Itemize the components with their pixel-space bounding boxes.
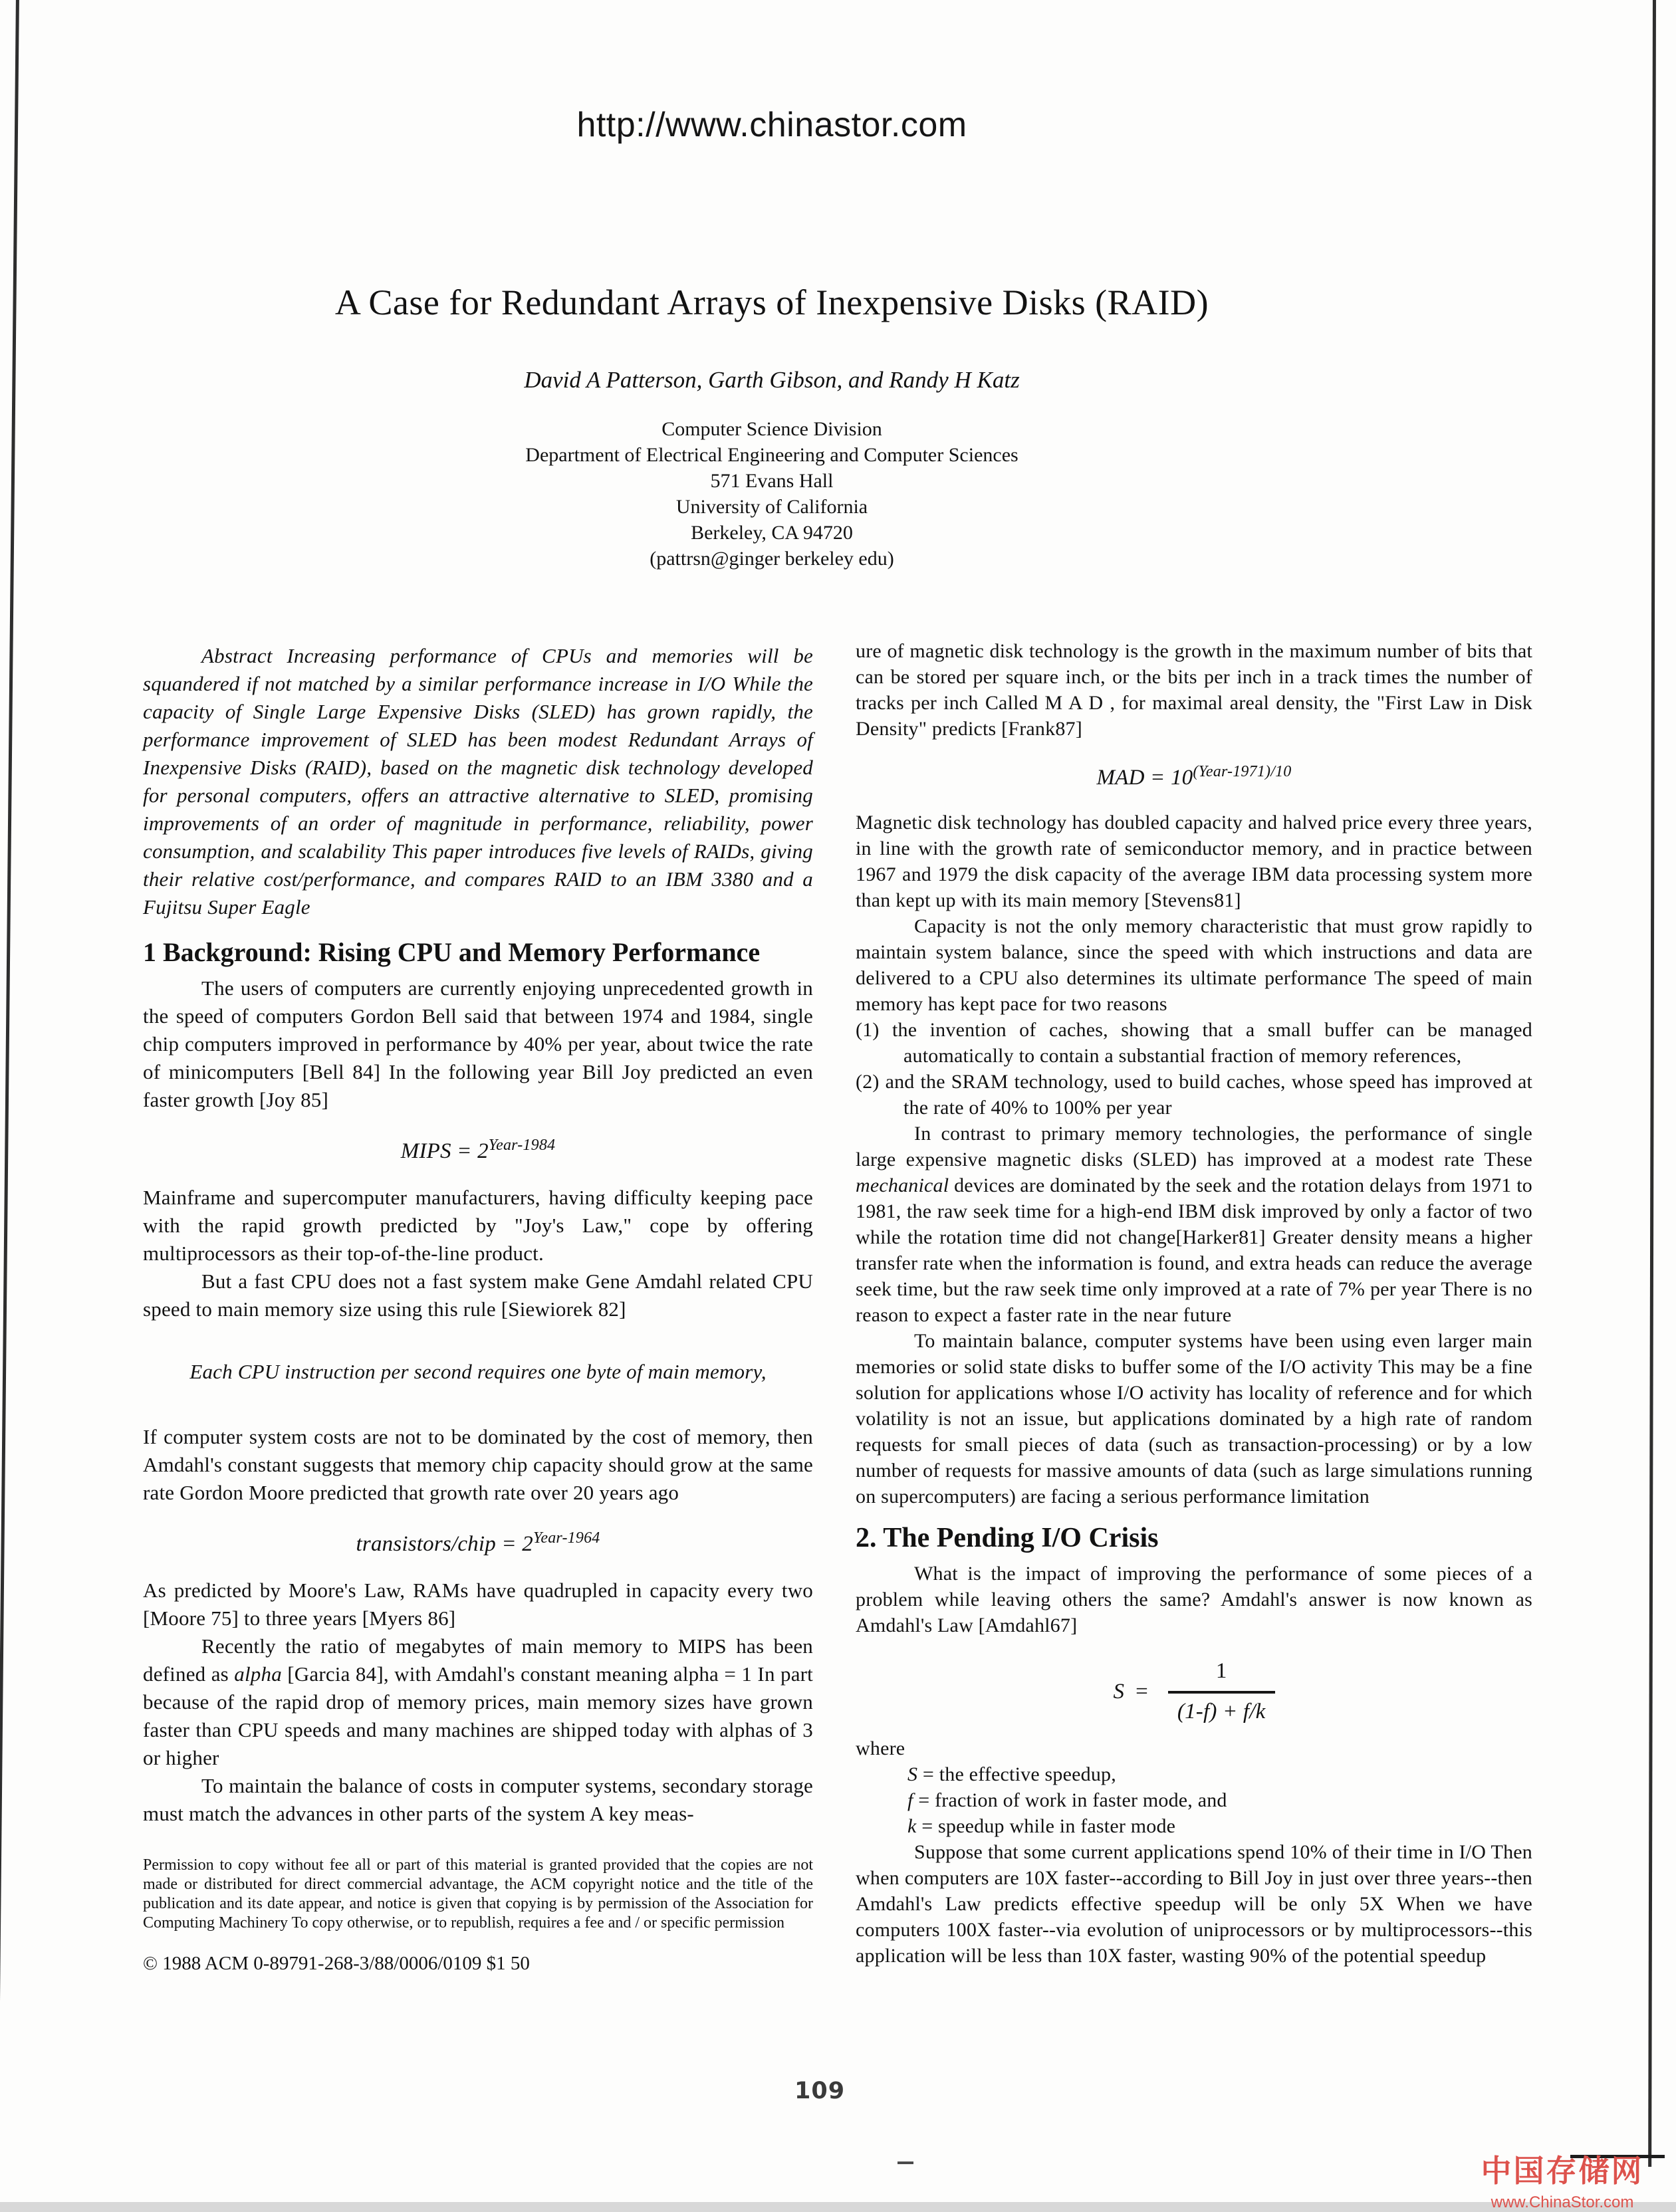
equals-sign: =	[1136, 1679, 1148, 1704]
paragraph: But a fast CPU does not a fast system make Gene Amdahl related CPU speed to main memory size using this rule [Siewiorek 82]	[143, 1270, 813, 1321]
equation-base: MIPS = 2	[400, 1139, 489, 1163]
fraction-denominator: (1-f) + f/k	[1168, 1691, 1275, 1725]
abstract-paragraph: Abstract Increasing performance of CPUs and memories will be squandered if not matched by a similar performance increase in I/O While the capacity of Single Large Expensive Disks (SLED) has grown rapidly, the performance improvement of SLED has been modest Redundant Arrays of Inexpensive Disks (RAID), based on the magnetic disk technology developed for personal computers, offers an attractive alternative to SLED, promising improvements of an order of magnitude in performance, reliability, power consumption, and scalability This paper introduces five levels of RAIDs, giving their relative cost/performance, and compares RAID to an IBM 3380 and a Fujitsu Super Eagle	[143, 644, 813, 919]
paragraph: To maintain balance, computer systems have been using even larger main memories or solid state disks to buffer some of the I/O activity This may be a fine solution for applications whose I/O activity has locality of reference and for which volatility is not an issue, but applications dominated by a high rate of random requests for small pieces of data (such as transaction-processing) or by a low number of requests for massive amounts of data (such as large simulations running on supercomputers) are facing a serious performance limitation	[856, 1330, 1532, 1507]
definition-line	[856, 1787, 1532, 1813]
paragraph: Magnetic disk technology has doubled capacity and halved price every three years, in line with the growth rate of semiconductor memory, and in practice between 1967 and 1979 the disk capacity of the average IBM data processing system more than kept up with its main memory [Stevens81]	[856, 812, 1532, 911]
paragraph: To maintain the balance of costs in computer systems, secondary storage must match the advances in other parts of the system A key meas-	[143, 1774, 813, 1825]
page-number: 109	[794, 2078, 846, 2104]
authors-line: David A Patterson, Garth Gibson, and Randy H Katz	[524, 367, 1020, 393]
equation-amdahl-law	[856, 1658, 1532, 1725]
copyright-line: © 1988 ACM 0-89791-268-3/88/0006/0109 $1 50	[143, 1953, 530, 1974]
list-item: (1) the invention of caches, showing that a small buffer can be managed automatically to contain a substantial fraction of memory references,	[856, 1019, 1532, 1067]
paragraph: The users of computers are currently enjoying unprecedented growth in the speed of computers Gordon Bell said that between 1974 and 1984, single chip computers improved in performance by 40% per year, about twice the rate of minicomputers [Bell 84] In the following year Bill Joy predicted an even faster growth [Joy 85]	[143, 976, 813, 1111]
definition-line	[856, 1813, 1532, 1839]
paragraph: If computer system costs are not to be dominated by the cost of memory, then Amdahl's constant suggests that memory chip capacity should grow at the same rate Gordon Moore predicted that growth rate over 20 years ago	[143, 1425, 813, 1504]
equation-base: MAD = 10	[1096, 766, 1193, 790]
definition-variable: f	[907, 1789, 913, 1811]
scan-edge-right-line	[1648, 0, 1656, 2167]
list-item: (2) and the SRAM technology, used to build caches, whose speed has improved at the rate of 40% to 100% per year	[856, 1071, 1532, 1119]
definition-line	[856, 1761, 1532, 1787]
fraction-numerator: 1	[1215, 1659, 1227, 1683]
equation-exponent: Year-1984	[488, 1137, 556, 1154]
footnote-block	[143, 1856, 813, 1975]
equation-lhs	[1113, 1679, 1147, 1705]
scan-dash-artifact	[898, 2161, 913, 2164]
definition-variable: k	[907, 1815, 917, 1837]
paragraph: Capacity is not the only memory characteristic that must grow rapidly to maintain system balance, since the speed with which instructions and data are delivered to a CPU also determines its ultimate performance The speed of main memory has kept pace for two reasons	[856, 915, 1532, 1015]
affiliation-line: Computer Science Division	[661, 418, 882, 440]
watermark-header-url: http://www.chinastor.com	[576, 106, 967, 144]
paragraph: What is the impact of improving the performance of some pieces of a problem while leaving others the same? Amdahl's answer is now known as Amdahl's Law [Amdahl67]	[856, 1563, 1532, 1636]
equation-mips	[143, 1131, 813, 1165]
definition-text: = fraction of work in faster mode, and	[913, 1789, 1227, 1811]
equation-base: transistors/chip = 2	[356, 1532, 534, 1556]
paragraph: As predicted by Moore's Law, RAMs have quadrupled in capacity every two [Moore 75] to three years [Myers 86]	[143, 1579, 813, 1630]
watermark-footer-url: www.ChinaStor.com	[1491, 2193, 1634, 2211]
equation-transistors	[143, 1524, 813, 1558]
where-label: where	[856, 1737, 905, 1759]
affiliation-block	[0, 416, 1544, 572]
affiliation-line: University of California	[675, 496, 868, 518]
section-2-heading: 2. The Pending I/O Crisis	[856, 1523, 1159, 1553]
definition-text: = speedup while in faster mode	[916, 1815, 1176, 1837]
permission-footnote: Permission to copy without fee all or part of this material is granted provided that the copies are not made or distributed for direct commercial advantage, the ACM copyright notice and the title of the publication and its date appear, and notice is given that copying is by permission of the Association for Computing Machinery To copy otherwise, or to republish, requires a fee and / or specific permission	[143, 1856, 813, 1932]
fraction	[1168, 1658, 1275, 1725]
equation-variable: S	[1113, 1679, 1125, 1704]
affiliation-line: (pattrsn@ginger berkeley edu)	[650, 548, 894, 570]
affiliation-line: Berkeley, CA 94720	[691, 522, 853, 544]
paragraph: ure of magnetic disk technology is the growth in the maximum number of bits that can be stored per square inch, or the bits per inch in a track times the number of tracks per inch Called M A D , for maximal areal density, the "First Law in Disk Density" predicts [Frank87]	[856, 640, 1532, 740]
definition-text: = the effective speedup,	[917, 1763, 1116, 1785]
paragraph: Suppose that some current applications spend 10% of their time in I/O Then when computers are 10X faster--according to Bill Joy in just over three years--then Amdahl's Law predicts effective speedup will be only 5X When we have computers 100X faster--via evolution of uniprocessors or by multiprocessors--this application will be less than 10X faster, wasting 90% of the potential speedup	[856, 1841, 1532, 1967]
equation-mad	[856, 759, 1532, 791]
right-column	[856, 638, 1532, 1969]
watermark-footer	[1456, 2147, 1669, 2212]
equation-exponent: Year-1964	[533, 1529, 600, 1547]
affiliation-line: 571 Evans Hall	[710, 470, 834, 492]
left-column	[143, 642, 813, 1828]
paragraph: Recently the ratio of megabytes of main memory to MIPS has been defined as alpha [Garcia 84], with Amdahl's constant meaning alpha = 1 In part because of the rapid drop of memory prices, main memory sizes have grown faster than CPU speeds and many machines are shipped today with alphas of 3 or higher	[143, 1634, 813, 1769]
page-header	[0, 105, 1544, 572]
watermark-chinese-logo: 中国存储网	[1481, 2153, 1644, 2189]
paragraph: Mainframe and supercomputer manufacturers, having difficulty keeping pace with the rapid growth predicted by "Joy's Law," cope by offering multiprocessors as their top-of-the-line product.	[143, 1186, 813, 1265]
paragraph: In contrast to primary memory technologies, the performance of single large expensive magnetic disks (SLED) has improved at a modest rate These mechanical devices are dominated by the seek and the rotation delays from 1971 to 1981, the raw seek time for a high-end IBM disk improved by only a factor of two while the rotation time did not change[Harker81] Greater density means a higher transfer rate when the information is found, and extra heads can reduce the average seek time, but the raw seek time only improved at a rate of 7% per year There is no reason to expect a faster rate in the near future	[856, 1123, 1532, 1326]
paper-title: A Case for Redundant Arrays of Inexpensive Disks (RAID)	[334, 282, 1209, 322]
definition-variable: S	[907, 1763, 918, 1785]
section-1-heading: 1 Background: Rising CPU and Memory Performance	[143, 937, 761, 967]
affiliation-line: Department of Electrical Engineering and Computer Sciences	[525, 444, 1018, 466]
equation-exponent: (Year-1971)/10	[1193, 763, 1292, 780]
amdahl-rule-quote: Each CPU instruction per second requires one byte of main memory,	[189, 1360, 767, 1383]
